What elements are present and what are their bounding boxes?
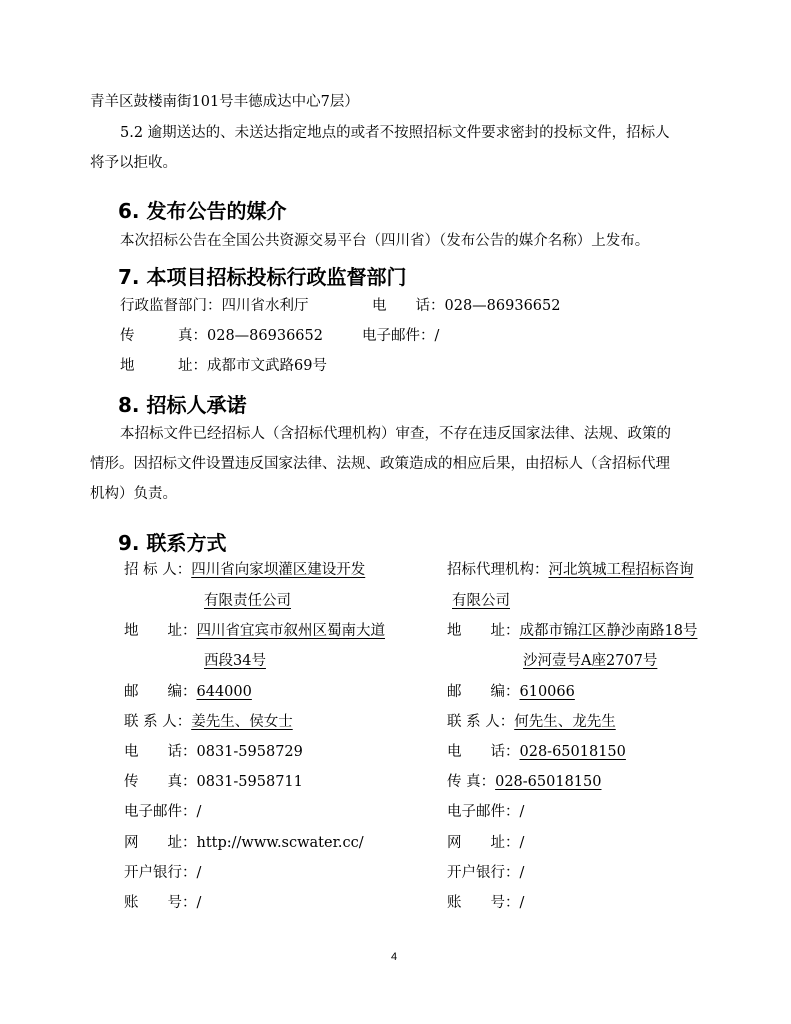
agency-zip-label: 邮 编： [447,684,520,700]
commitment-line2: 情形。因招标文件设置违反国家法律、法规、政策造成的相应后果，由招标人（含招标代理 [90,456,670,472]
agency-website-value: / [519,835,525,851]
agency-account-value: / [519,895,525,911]
tenderer-account-row [124,894,201,912]
tenderer-website-link[interactable]: http://www.scwater.cc/ [196,835,364,851]
tenderer-email-row [124,803,201,821]
tenderer-org-value: 四川省向家坝灌区建设开发 [191,562,366,578]
agency-email-row [447,803,524,821]
tenderer-fax-value: 0831-5958711 [196,774,303,790]
supervision-address-value: 成都市文武路69号 [207,358,327,374]
agency-bank-value: / [519,865,525,881]
supervision-phone-row [372,297,560,315]
tenderer-bank-row [124,864,201,882]
agency-bank-row [447,864,524,882]
tenderer-contact-label: 联 系 人： [124,714,192,730]
agency-phone-value: 028-65018150 [519,744,626,760]
tenderer-contact-row [124,713,293,731]
agency-org-value-line2: 有限公司 [452,593,510,609]
supervision-dept-label: 行政监督部门： [120,298,222,314]
agency-contact-label: 联 系 人： [447,714,515,730]
agency-contact-value: 何先生、龙先生 [514,714,616,730]
tenderer-phone-row [124,743,303,761]
tenderer-email-label: 电子邮件： [124,804,197,820]
agency-address-value: 成都市锦江区静沙南路18号 [519,623,698,639]
supervision-email-value: / [434,328,440,344]
tenderer-zip-row [124,683,252,701]
agency-org-label: 招标代理机构： [447,562,549,578]
supervision-phone-value: 028—86936652 [444,298,561,314]
tenderer-account-label: 账 号： [124,895,197,911]
tenderer-phone-value: 0831-5958729 [196,744,303,760]
section-9-heading: 9. 联系方式 [118,531,227,555]
tenderer-account-value: / [196,895,202,911]
agency-phone-label: 电 话： [447,744,520,760]
agency-org-row [447,561,694,579]
agency-address-value-line2: 沙河壹号A座2707号 [523,653,658,669]
supervision-phone-label: 电 话： [372,298,445,314]
section-6-text: 本次招标公告在全国公共资源交易平台（四川省）（发布公告的媒介名称）上发布。 [120,233,650,249]
intro-line: 青羊区鼓楼南街101号丰德成达中心7层） [90,94,359,110]
agency-address-label: 地 址： [447,623,520,639]
agency-fax-label: 传 真： [447,774,496,790]
tenderer-website-row [124,834,364,852]
tenderer-zip-value: 644000 [196,684,252,700]
agency-account-label: 账 号： [447,895,520,911]
agency-fax-value: 028-65018150 [495,774,602,790]
tenderer-address-value: 四川省宜宾市叙州区蜀南大道 [196,623,385,639]
tenderer-zip-label: 邮 编： [124,684,197,700]
tenderer-fax-row [124,773,303,791]
section-6-heading: 6. 发布公告的媒介 [118,199,287,223]
commitment-line1: 本招标文件已经招标人（含招标代理机构）审查，不存在违反国家法律、法规、政策的 [120,426,671,442]
agency-zip-row [447,683,575,701]
clause-5-2-line1: 5.2 逾期送达的、未送达指定地点的或者不按照招标文件要求密封的投标文件，招标人 [120,125,670,141]
tenderer-fax-label: 传 真： [124,774,197,790]
supervision-fax-value: 028—86936652 [207,328,323,344]
supervision-email-row [362,327,439,345]
supervision-address-label: 地 址： [120,358,207,374]
tenderer-address-label: 地 址： [124,623,197,639]
tenderer-phone-label: 电 话： [124,744,197,760]
tenderer-address-value-line2: 西段34号 [204,653,266,669]
supervision-dept-row [120,297,309,315]
agency-website-label: 网 址： [447,835,520,851]
tenderer-org-row [124,561,365,579]
agency-fax-row [447,773,602,791]
section-7-heading: 7. 本项目招标投标行政监督部门 [118,265,407,289]
supervision-fax-label: 传 真： [120,328,207,344]
supervision-address-row [120,357,327,375]
tenderer-contact-value: 姜先生、侯女士 [191,714,293,730]
agency-org-value: 河北筑城工程招标咨询 [548,562,694,578]
agency-contact-row [447,713,616,731]
section-8-heading: 8. 招标人承诺 [118,393,247,417]
agency-bank-label: 开户银行： [447,865,520,881]
supervision-email-label: 电子邮件： [362,328,435,344]
tenderer-website-label: 网 址： [124,835,197,851]
tenderer-address-row [124,622,385,640]
tenderer-bank-label: 开户银行： [124,865,197,881]
agency-account-row [447,894,524,912]
tenderer-bank-value: / [196,865,202,881]
agency-email-value: / [519,804,525,820]
supervision-dept-value: 四川省水利厅 [221,298,309,314]
page-number: 4 [391,951,398,963]
tenderer-org-label: 招 标 人： [124,562,192,578]
clause-5-2-line2: 将予以拒收。 [90,155,177,171]
supervision-fax-row [120,327,323,345]
commitment-line3: 机构）负责。 [90,486,177,502]
agency-website-row [447,834,524,852]
tenderer-email-value: / [196,804,202,820]
tenderer-org-value-line2: 有限责任公司 [204,593,291,609]
agency-phone-row [447,743,626,761]
agency-address-row [447,622,697,640]
agency-zip-value: 610066 [519,684,575,700]
agency-email-label: 电子邮件： [447,804,520,820]
